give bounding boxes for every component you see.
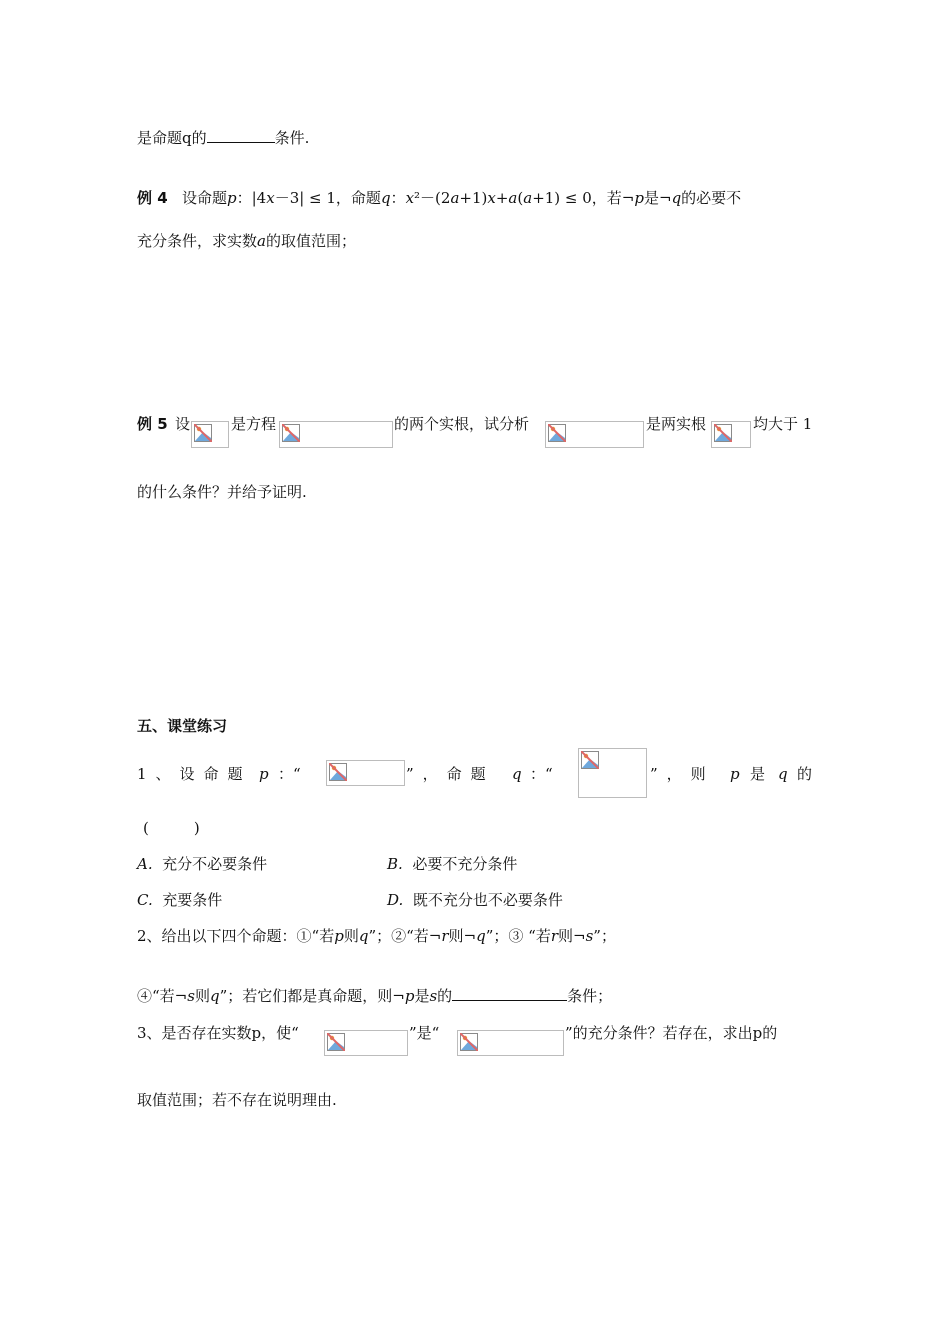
text: 是¬ — [643, 189, 672, 207]
text: 则¬ — [448, 927, 477, 945]
text: 则 — [194, 987, 210, 1005]
text: 是命题q的 — [137, 129, 207, 147]
text: ”，则 — [650, 765, 715, 783]
text: ”；②“若¬ — [368, 927, 442, 945]
line-condition — [137, 128, 309, 148]
example-label: 例 4 — [137, 189, 168, 207]
text: 是两实根 — [646, 415, 707, 433]
var: s — [187, 987, 195, 1005]
example-5-line-2: 的什么条件？并给予证明. — [137, 483, 307, 501]
text: ”，命题 — [406, 765, 495, 783]
text: 设 — [175, 415, 191, 433]
var: r — [550, 927, 558, 945]
example-5-label — [137, 414, 168, 434]
broken-image-icon — [324, 1030, 408, 1056]
text: ：|4 — [236, 189, 267, 207]
text: 充分条件，求实数 — [137, 232, 258, 250]
option-c — [137, 890, 222, 910]
text: ”； — [593, 927, 616, 945]
text: 1、设命题 — [137, 765, 252, 783]
text: ²－(2 — [414, 189, 451, 207]
var: x — [266, 189, 275, 207]
var: s — [429, 987, 438, 1005]
text: 均大于 1 — [753, 415, 813, 433]
var: q — [380, 189, 391, 207]
text: －3| ≤ 1，命题 — [274, 189, 381, 207]
var: p — [259, 765, 269, 783]
answer-parentheses: ( ) — [143, 819, 200, 837]
broken-image-icon — [578, 748, 647, 798]
text: ( — [517, 189, 524, 207]
text: 的两个实根，试分析 — [394, 415, 530, 433]
text: 条件. — [274, 129, 310, 147]
var: q — [358, 927, 369, 945]
option-b — [387, 854, 517, 874]
var: p — [334, 927, 344, 945]
text: ：“ — [278, 765, 301, 783]
text: 3、是否存在实数p，使“ — [137, 1024, 299, 1042]
text: ”；③ “若 — [485, 927, 551, 945]
text: 的 — [797, 765, 813, 783]
text: 的 — [437, 987, 453, 1005]
var: x — [405, 189, 415, 207]
option-text: 充分不必要条件 — [162, 855, 268, 873]
text: 的必要不 — [681, 189, 742, 207]
var: p — [634, 189, 644, 207]
section-title: 五、课堂练习 — [137, 717, 228, 735]
text: 则 — [343, 927, 359, 945]
var: x — [487, 189, 496, 207]
text: 则¬ — [558, 927, 586, 945]
broken-image-icon — [326, 760, 405, 786]
option-label: A. — [137, 855, 153, 873]
var: a — [523, 189, 533, 207]
text: ”的充分条件？若存在，求出p的 — [565, 1024, 778, 1042]
option-text: 既不充分也不必要条件 — [412, 891, 563, 909]
text: ④“若¬ — [137, 987, 188, 1005]
text: ： — [390, 189, 406, 207]
var: p — [227, 189, 237, 207]
var: p — [730, 765, 740, 783]
var: a — [508, 189, 518, 207]
broken-image-icon — [279, 421, 393, 448]
var: q — [512, 765, 522, 783]
text: +1) ≤ 0，若¬ — [532, 189, 635, 207]
var: q — [671, 189, 682, 207]
option-label: D. — [387, 891, 404, 909]
broken-image-icon — [711, 421, 751, 448]
option-d — [387, 890, 563, 910]
var: q — [209, 987, 220, 1005]
broken-image-icon — [191, 421, 229, 448]
text: ”是“ — [409, 1024, 440, 1042]
var: a — [257, 232, 266, 250]
option-a — [137, 854, 267, 874]
option-label: B. — [387, 855, 403, 873]
example-4-line-2 — [137, 231, 356, 251]
option-text: 必要不充分条件 — [412, 855, 518, 873]
text: 设命题 — [181, 189, 227, 207]
text: 是 — [414, 987, 430, 1005]
broken-image-icon — [457, 1030, 564, 1056]
option-label: C. — [137, 891, 153, 909]
option-text: 充要条件 — [162, 891, 223, 909]
broken-image-icon — [545, 421, 644, 448]
example-label: 例 5 — [137, 415, 168, 433]
text: 2、给出以下四个命题：①“若 — [137, 927, 335, 945]
text: +1) — [459, 189, 488, 207]
var: p — [404, 987, 415, 1005]
answer-blank — [207, 128, 275, 143]
text: 是 — [750, 765, 766, 783]
question-3-line-2: 取值范围；若不存在说明理由. — [137, 1091, 337, 1109]
text: + — [495, 189, 509, 207]
var: a — [450, 189, 460, 207]
answer-blank — [452, 986, 567, 1001]
text: ：“ — [530, 765, 553, 783]
var: s — [585, 927, 594, 945]
var: q — [778, 765, 788, 783]
var: q — [476, 927, 486, 945]
example-4-line-1 — [137, 188, 741, 208]
text: 的取值范围； — [265, 232, 356, 250]
var: r — [441, 927, 449, 945]
text: 是方程 — [231, 415, 277, 433]
question-2-line-1 — [137, 926, 616, 946]
text: 条件； — [567, 987, 613, 1005]
question-2-line-2 — [137, 986, 612, 1006]
text: ”；若它们都是真命题，则¬ — [219, 987, 405, 1005]
